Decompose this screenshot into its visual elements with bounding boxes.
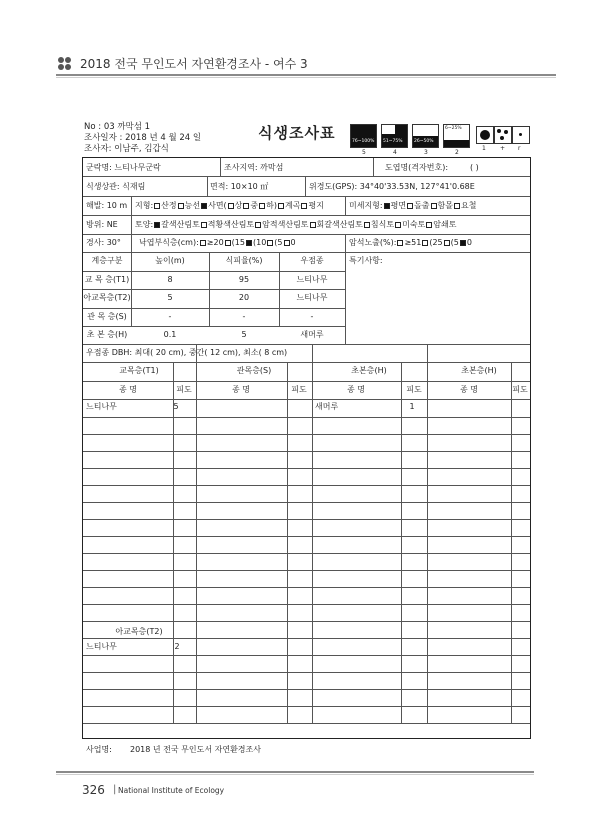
- option-label: 상: [234, 201, 243, 210]
- page-number: 326: [82, 783, 105, 797]
- unchecked-box-icon: [278, 203, 284, 209]
- cover-class-2-icon: 6~25%: [443, 124, 470, 148]
- layer-dominant: 느티나무: [296, 293, 328, 302]
- unchecked-box-icon: [154, 203, 160, 209]
- option-label: (10: [252, 238, 267, 247]
- unchecked-box-icon: [259, 203, 265, 209]
- community-name: 군락명: 느티나무군락: [86, 163, 161, 172]
- litter-checkboxes: 낙엽부식층(cm): ≥20 (15 (10 (5 0: [139, 238, 296, 247]
- layer-cover: 95: [238, 275, 250, 284]
- option-label: 0: [290, 238, 296, 247]
- option-label: 돌출: [414, 201, 430, 210]
- map-sheet-value: ( ): [470, 163, 479, 172]
- header-rule-thin: [56, 77, 556, 78]
- vegetation-physiognomy: 식생상관: 식재림: [86, 182, 146, 191]
- micro-terrain-checkboxes: 미세지형: 평면 돌출 함몰 요철: [349, 201, 477, 210]
- vegetation-survey-form: [82, 157, 531, 739]
- species-name-header: 종 명: [347, 385, 365, 394]
- layer-dominant: 느티나무: [296, 275, 328, 284]
- species-layer-header: 교목층(T1): [119, 366, 159, 375]
- layer-name: 교 목 층(T1): [84, 275, 130, 284]
- cover-class-num: 3: [424, 149, 428, 156]
- cover-class-num: 4: [393, 149, 397, 156]
- option-label: (25: [429, 238, 443, 247]
- option-label: 회갈색산림토: [316, 220, 363, 229]
- elevation: 해발: 10 m: [86, 201, 128, 210]
- cover-class-3-icon: 26~50%: [412, 124, 439, 148]
- unchecked-box-icon: [454, 203, 460, 209]
- unchecked-box-icon: [301, 203, 307, 209]
- unchecked-box-icon: [178, 203, 184, 209]
- h-species-name: 새머루: [315, 402, 339, 411]
- layer-name: 아교목층(T2): [83, 293, 131, 302]
- footer-rule: [56, 771, 534, 773]
- cover-class-num: +: [500, 145, 506, 152]
- layer-col-header: 우점종: [300, 256, 324, 265]
- layer-cover: 5: [241, 330, 247, 339]
- survey-date: 조사일자 : 2018 년 4 월 24 일: [84, 133, 202, 143]
- unchecked-box-icon: [200, 240, 206, 246]
- layer-name: 관 목 층(S): [87, 312, 127, 321]
- species-cover-header: 피도: [512, 385, 528, 394]
- option-label: 능선: [184, 201, 201, 210]
- option-label: 요철: [461, 201, 477, 210]
- option-label: 평면: [390, 201, 407, 210]
- slope: 경사: 30°: [86, 238, 121, 247]
- layer-cover: -: [242, 312, 246, 321]
- option-label: 적황색산림토: [207, 220, 255, 229]
- map-sheet-label: 도엽명(격자번호):: [385, 163, 449, 172]
- terrain-checkboxes: 지형: 산정 능선 사면( 상 중 하) 계곡 평지: [135, 201, 324, 210]
- species-cover-header: 피도: [406, 385, 422, 394]
- option-label: 갈색산림토: [161, 220, 200, 229]
- footer-rule-thin: [56, 774, 534, 775]
- footer-separator: |: [113, 784, 117, 795]
- option-label: 계곡: [285, 201, 301, 210]
- layer-dominant: 새머루: [300, 330, 324, 339]
- layer-height: -: [168, 312, 172, 321]
- unchecked-box-icon: [243, 203, 249, 209]
- species-name-header: 종 명: [232, 385, 250, 394]
- checked-box-icon: [384, 203, 390, 209]
- layer-cover: 20: [238, 293, 250, 302]
- plot-number: No : 03 까막섬 1: [84, 122, 151, 132]
- option-label: 침식토: [370, 220, 395, 229]
- unchecked-box-icon: [395, 222, 401, 228]
- option-label: (5: [450, 238, 459, 247]
- layer-col-header: 계층구분: [91, 256, 123, 265]
- unchecked-box-icon: [397, 240, 403, 246]
- survey-region: 조사지역: 까막섬: [224, 163, 284, 172]
- option-label: (15: [231, 238, 245, 247]
- dominant-dbh: 우점종 DBH: 최대( 20 cm), 중간( 12 cm), 최소( 8 cm): [86, 348, 288, 357]
- plot-area: 면적: 10×10 ㎡: [210, 182, 269, 191]
- species-layer-header: 초본층(H): [351, 366, 387, 375]
- project-label: 사업명:: [86, 745, 112, 754]
- unchecked-box-icon: [284, 240, 290, 246]
- cover-class-4-icon: 51~75%: [381, 124, 408, 148]
- unchecked-box-icon: [255, 222, 261, 228]
- checked-box-icon: [201, 203, 207, 209]
- unchecked-box-icon: [225, 240, 231, 246]
- unchecked-box-icon: [267, 240, 273, 246]
- species-layer-header: 초본층(H): [461, 366, 497, 375]
- remarks-label: 특기사항:: [349, 256, 383, 265]
- checked-box-icon: [460, 240, 466, 246]
- species-name-header: 종 명: [119, 385, 137, 394]
- option-label: 산정: [161, 201, 177, 210]
- cover-class-5-icon: 76~100%: [350, 124, 377, 148]
- unchecked-box-icon: [310, 222, 316, 228]
- unchecked-box-icon: [201, 222, 207, 228]
- aspect: 방위: NE: [86, 220, 118, 229]
- t2-subheading: 아교목층(T2): [115, 627, 163, 636]
- t1-species-cover: 5: [173, 402, 179, 411]
- cover-class-num: 2: [455, 149, 459, 156]
- layer-col-header: 높이(m): [155, 256, 185, 265]
- option-label: ≥51: [404, 238, 422, 247]
- checked-box-icon: [154, 222, 160, 228]
- form-title: 식생조사표: [258, 124, 336, 142]
- species-cover-header: 피도: [176, 385, 192, 394]
- header-rule: [56, 74, 556, 76]
- cover-class-r-icon: [512, 126, 530, 144]
- cover-class-plus-icon: [494, 126, 512, 144]
- unchecked-box-icon: [431, 203, 437, 209]
- t2-species-name: 느티나무: [86, 642, 117, 651]
- option-label: 미숙토: [402, 220, 426, 229]
- unchecked-box-icon: [407, 203, 413, 209]
- option-label: 0: [466, 238, 472, 247]
- option-label: 암적색산림토: [262, 220, 309, 229]
- unchecked-box-icon: [364, 222, 370, 228]
- species-layer-header: 관목층(S): [236, 366, 272, 375]
- t2-species-cover: 2: [174, 642, 180, 651]
- layer-dominant: -: [310, 312, 314, 321]
- layer-name: 초 본 층(H): [86, 330, 128, 339]
- option-label: 중: [250, 201, 259, 210]
- cover-class-num: 5: [362, 149, 366, 156]
- t1-species-name: 느티나무: [86, 402, 117, 411]
- publisher-name: National Institute of Ecology: [118, 786, 225, 795]
- option-label: (5: [274, 238, 283, 247]
- soil-checkboxes: 토양: 갈색산림토 적황색산림토 암적색산림토 회갈색산림토 침식토 미숙토 암쇄토: [135, 220, 457, 229]
- running-header-title: 2018 전국 무인도서 자연환경조사 - 여수 3: [80, 57, 308, 71]
- unchecked-box-icon: [422, 240, 428, 246]
- species-name-header: 종 명: [460, 385, 478, 394]
- option-label: 암쇄토: [433, 220, 457, 229]
- surveyor: 조사자: 이남주, 김갑식: [84, 144, 169, 154]
- header-bullet-icon: [58, 57, 72, 71]
- rock-exposure-checkboxes: 암석노출(%): ≥51 (25 (5 0: [349, 238, 472, 247]
- option-label: 하): [266, 201, 277, 210]
- cover-class-1-icon: [476, 126, 494, 144]
- project-name: 2018 년 전국 무인도서 자연환경조사: [130, 745, 261, 754]
- cover-class-num: r: [518, 145, 521, 152]
- option-label: 함몰: [437, 201, 454, 210]
- checked-box-icon: [246, 240, 252, 246]
- layer-height: 0.1: [163, 330, 177, 339]
- unchecked-box-icon: [426, 222, 432, 228]
- unchecked-box-icon: [444, 240, 450, 246]
- gps-coordinates: 위경도(GPS): 34°40'33.53N, 127°41'0.68E: [309, 182, 475, 191]
- option-label: 평지: [308, 201, 324, 210]
- unchecked-box-icon: [228, 203, 234, 209]
- layer-height: 5: [167, 293, 173, 302]
- layer-col-header: 식피율(%): [225, 256, 263, 265]
- h-species-cover: 1: [409, 402, 415, 411]
- option-label: ≥20: [206, 238, 224, 247]
- species-cover-header: 피도: [291, 385, 307, 394]
- cover-class-num: 1: [482, 145, 486, 152]
- option-label: 사면(: [208, 201, 227, 210]
- layer-height: 8: [167, 275, 173, 284]
